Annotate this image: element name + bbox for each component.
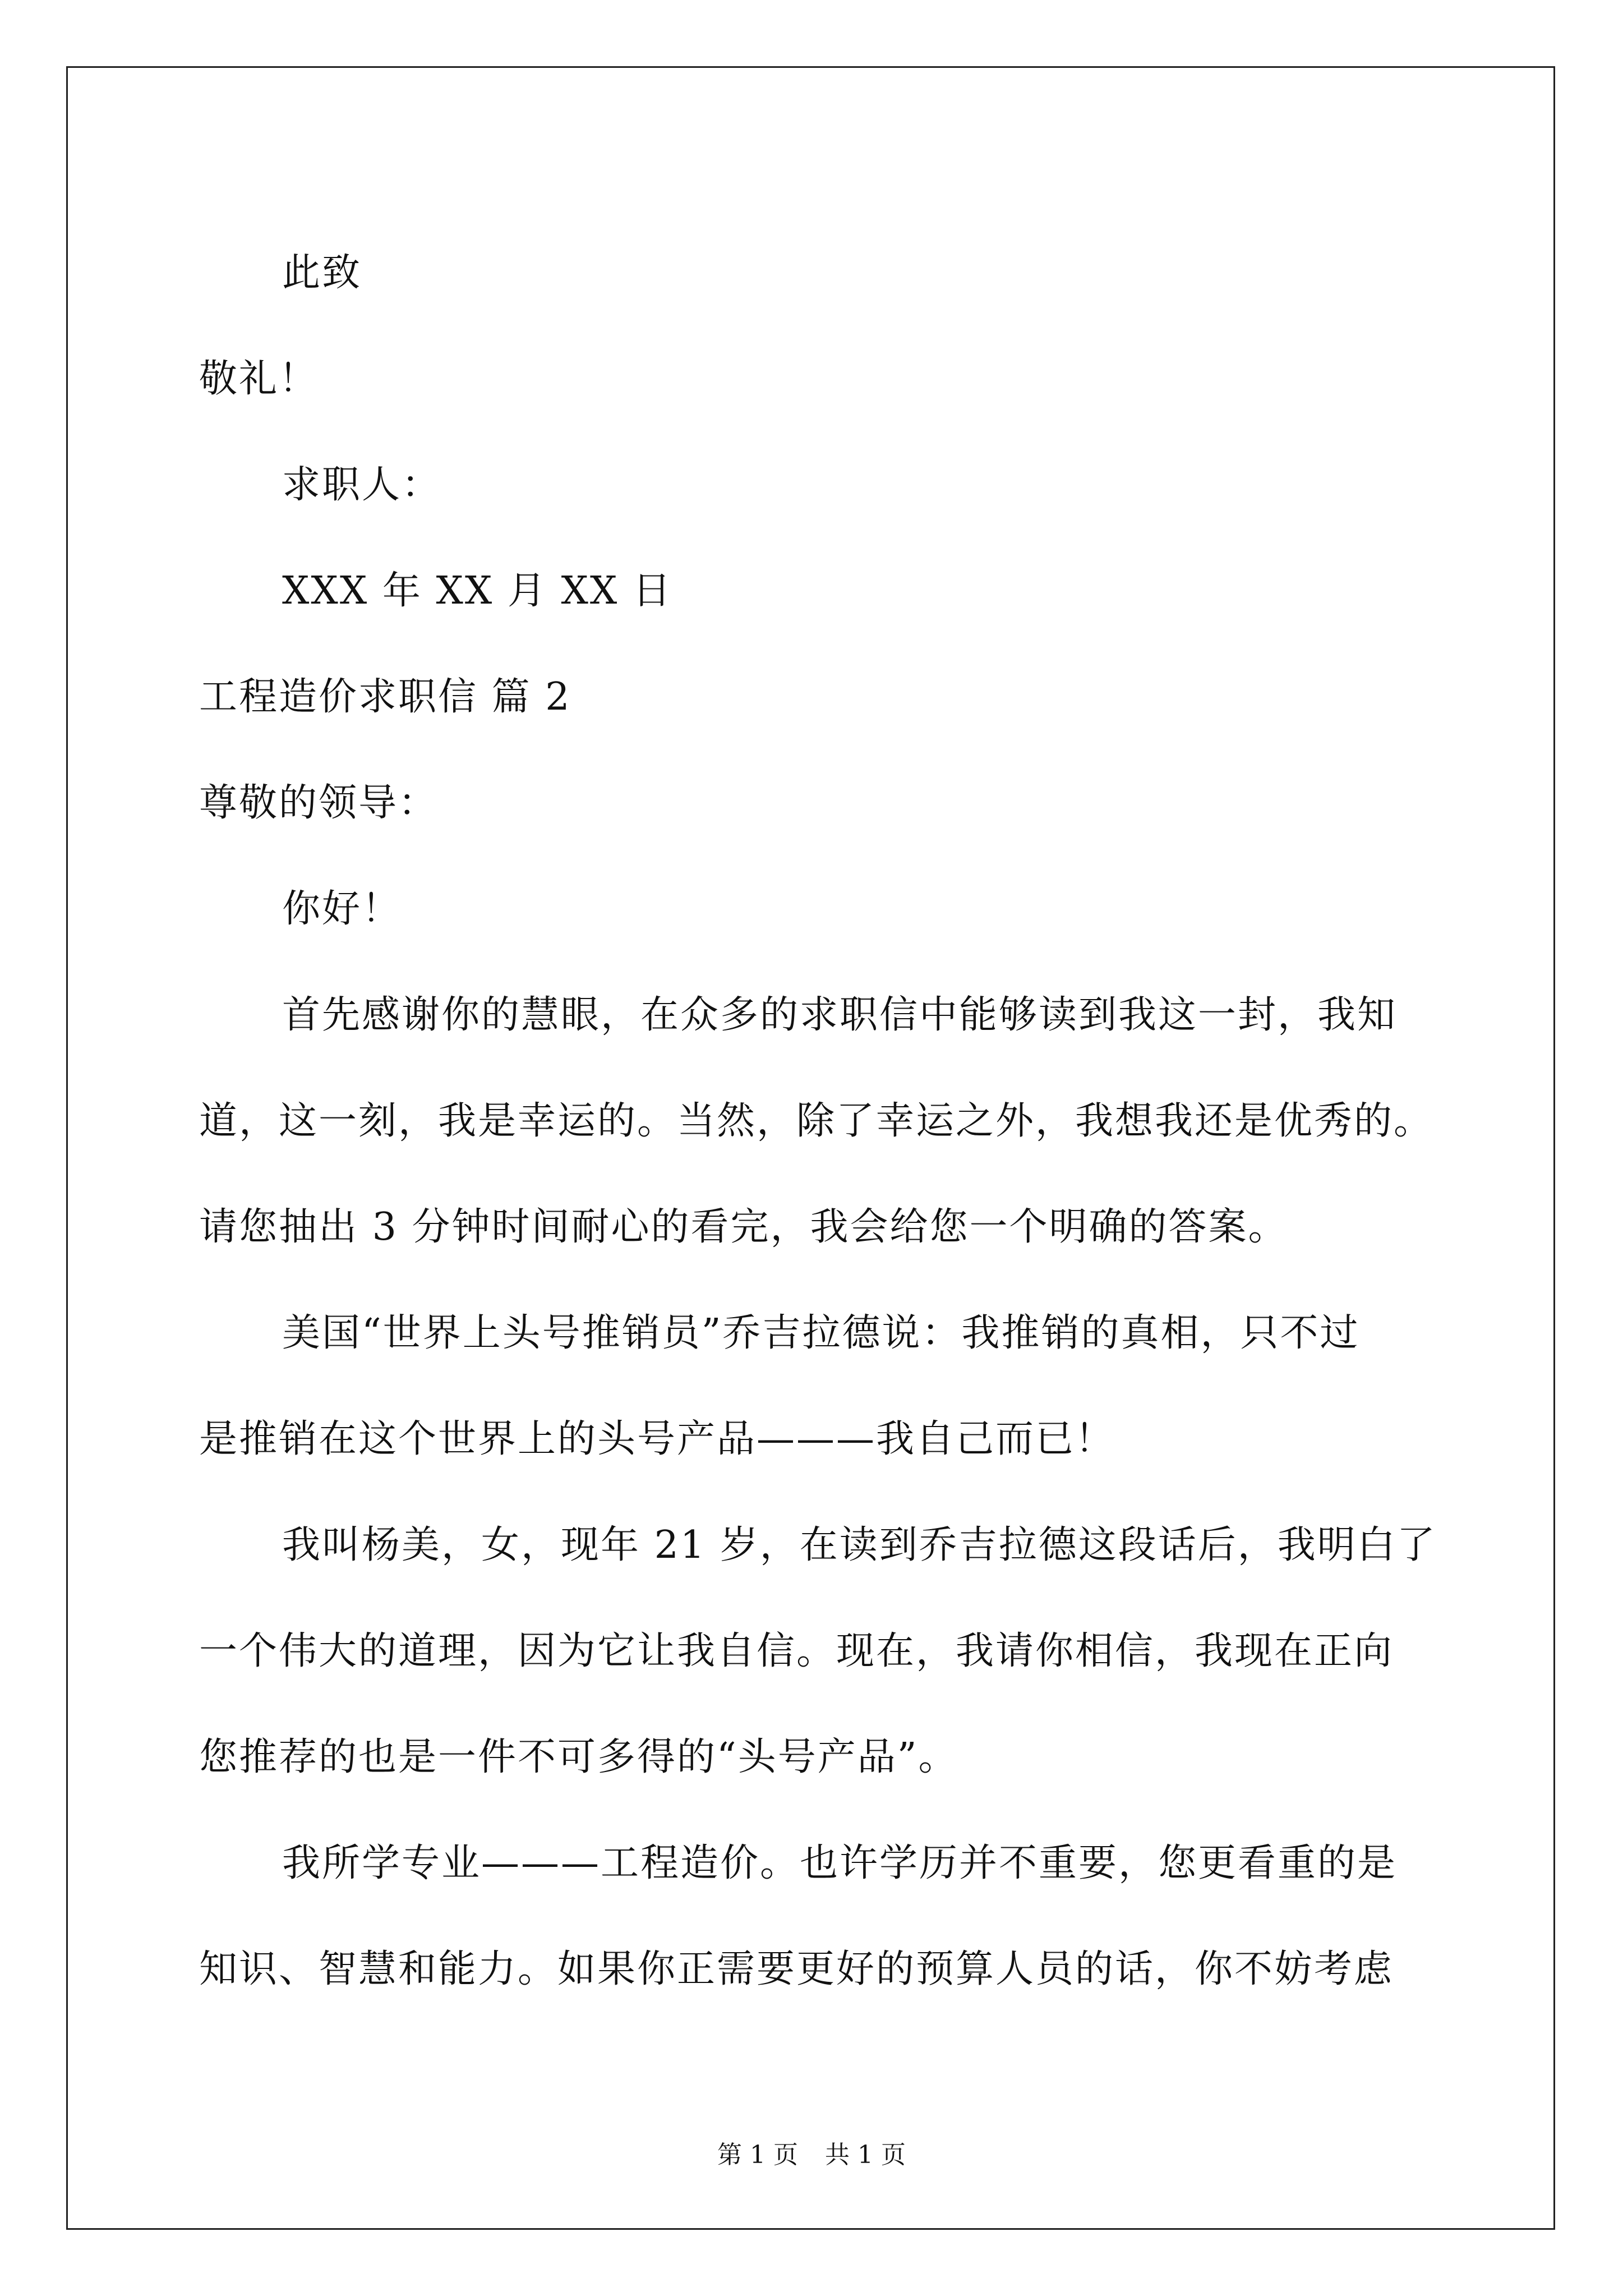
paragraph-line: 一个伟大的道理，因为它让我自信。现在，我请你相信，我现在正向 — [199, 1629, 1394, 1673]
section-heading: 工程造价求职信 篇 2 — [199, 675, 571, 719]
page-number: 第 1 页 — [717, 2141, 798, 2169]
closing-line: 此致 — [282, 251, 362, 295]
page-total: 共 1 页 — [825, 2141, 906, 2169]
salutation-line: 敬礼！ — [199, 357, 319, 401]
greeting-hello: 你好！ — [282, 887, 402, 931]
paragraph-line: 知识、智慧和能力。如果你正需要更好的预算人员的话，你不妨考虑 — [199, 1947, 1394, 1991]
paragraph-line: 您推荐的也是一件不可多得的“头号产品”。 — [199, 1735, 958, 1779]
document-body — [199, 220, 1441, 2022]
applicant-label: 求职人： — [282, 463, 442, 507]
date-line: XXX 年 XX 月 XX 日 — [282, 569, 672, 613]
page-footer — [0, 2138, 1623, 2172]
paragraph-line: 是推销在这个世界上的头号产品———我自己而已！ — [199, 1417, 1115, 1461]
paragraph-line: 美国“世界上头号推销员”乔吉拉德说：我推销的真相，只不过 — [282, 1311, 1360, 1355]
paragraph-line: 我所学专业———工程造价。也许学历并不重要，您更看重的是 — [282, 1841, 1398, 1885]
paragraph-line: 请您抽出 3 分钟时间耐心的看完，我会给您一个明确的答案。 — [199, 1205, 1288, 1249]
paragraph-line: 我叫杨美，女，现年 21 岁，在读到乔吉拉德这段话后，我明白了 — [282, 1523, 1437, 1567]
paragraph-line: 首先感谢你的慧眼，在众多的求职信中能够读到我这一封，我知 — [282, 993, 1398, 1037]
paragraph-line: 道，这一刻，我是幸运的。当然，除了幸运之外，我想我还是优秀的。 — [199, 1099, 1434, 1143]
greeting-recipient: 尊敬的领导： — [199, 781, 439, 825]
